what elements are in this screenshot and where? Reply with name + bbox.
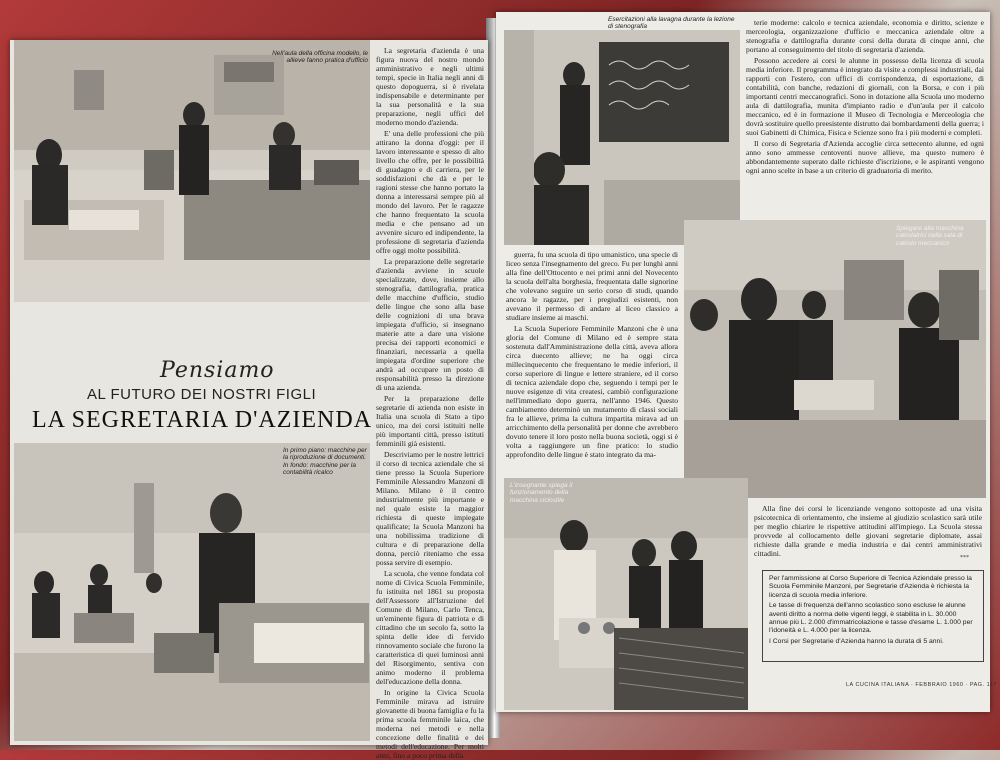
left-text-column — [376, 46, 484, 760]
paragraph: La scuola, che venne fondata col nome di Civica Scuola Femminile, fu istituita nel 1861 su proposta dell'Assessore all'Istruzione del Comune di Milano, Carlo Tenca, un'eminente figura di patriota e di cittadino che un secolo fa, sotto la spinta delle idee di fervido rinnovamento sociale che furono la caratteristica di quei luminosi anni del Risorgimento, sentiva con animo moderno il problema dell'educazione della donna. — [376, 569, 484, 686]
paragraph: guerra, fu una scuola di tipo umanistico, una specie di liceo senza l'insegnamento del greco. Fu per lunghi anni alla fine dell'Ottocento e nei primi anni del Novecento la scuola dell'alta borghesia, frequentata dalle signorine che volevano seguire un serio corso di studi, quando ancora le ragazze, per i pregiudizi esistenti, non avevano il permesso di andare al liceo classico a studiare insieme ai maschi. — [506, 250, 678, 322]
page-footer: LA CUCINA ITALIANA · FEBBRAIO 1960 · PAG. 117 — [846, 682, 997, 688]
left-page — [10, 40, 488, 760]
photo-caption-machines: Spiegare alla macchina calcolatrici nella sala di calcolo meccanico — [896, 225, 964, 247]
admission-info-box — [762, 570, 984, 662]
article-headline: LA SEGRETARIA D'AZIENDA — [32, 407, 373, 433]
pensiamo-script: Pensiamo — [160, 358, 275, 383]
paragraph: E' una delle professioni che più attirano la donna d'oggi: per il lavoro interessante e spesso di alto livello che offre, per le possibilità di guadagno e di carriera, per le soddisfazioni che dà e per le ragioni stesse che hanno portato la donna a interessarsi sempre più al mondo del lavoro. Per le ragazze che hanno frequentato la scuola media e che pensano ad un avvenire sicuro ed indipendente, la professione di segretaria d'azienda offre oggi molte possibilità. — [376, 129, 484, 255]
blackboard-lesson-photo — [504, 30, 740, 245]
photo-caption-mimeograph: L'insegnante spiega il funzionamento della macchina ciclostile — [510, 482, 573, 504]
section-stars: *** — [960, 555, 969, 561]
info-paragraph: Le tasse di frequenza dell'anno scolastico sono escluse le alunne aventi diritto a norma delle vigenti leggi, è stabilita in L. 30.000 annue più L. 2.000 d'immatricolazione e tasse d'esame L. 1.000 per l'idoneità e L. 4.000 per la licenza. — [769, 602, 973, 635]
photo-caption-bottom: In primo piano: macchine per la riproduzione di documenti. In fondo: macchine per la contabilità ricalco — [283, 447, 367, 477]
article-subtitle: AL FUTURO DEI NOSTRI FIGLI — [87, 386, 317, 403]
photo-caption-top: Nell'aula della officina modello, le allieve fanno pratica d'ufficio — [272, 50, 368, 65]
paragraph: Per la preparazione delle segretarie di azienda non esiste in Italia una scuola di Stato a tipo unico, ma dei corsi istituiti nelle più importanti città, presso istituti femminili già esistenti. — [376, 394, 484, 448]
closing-paragraph-block — [754, 504, 982, 564]
info-paragraph: Per l'ammissione al Corso Superiore di Tecnica Aziendale presso la Scuola Femminile Manzoni, per Segretarie d'Azienda è richiesta la licenza di scuola media inferiore. — [769, 575, 972, 599]
paragraph: Il corso di Segretaria d'Azienda accoglie circa settecento alunne, ed ogni anno sono ammesse centoventi nuove allieve, ma questo numero è abbondantemente superato dalle richieste d'iscrizione, e le aspiranti vengono ogni anno scelte in base a un criterio di graduatoria di merito. — [746, 139, 984, 175]
paragraph: Possono accedere ai corsi le alunne in possesso della licenza di scuola media inferiore. Il programma è integrato da visite a complessi industriali, dai rapporti con l'estero, con uffici di corrispondenza, di esportazione, di contabilità, con banche, redazioni di giornali, con la Borsa, e con i più importanti centri meccanografici. Sono in dotazione alla Scuola uno moderno aula di dattilografia, munita d'impianto radio e d'un'aula per il calcolo meccanico, ed è in formazione il Museo di Tecnologia e Merceologia che dovrà sostituire quello preesistente distrutto dai bombardamenti della guerra; i suoi Gabinetti di Chimica, Fisica e Scienze sono fra i più moderni e completi. — [746, 56, 984, 137]
paragraph: Alla fine dei corsi le licenziande vengono sottoposte ad una visita psicotecnica di orientamento, che insieme al giudizio scolastico sarà utile per meglio chiarire le rispettive attitudini all'impiego. La Scuola stessa provvede al collocamento delle giovani segretarie diplomate, assai richieste dalla grande e media industria e dai centri amministrativi cittadini. — [754, 504, 982, 558]
paragraph: La segretaria d'azienda è una figura nuova del nostro mondo amministrativo e negli ultimi tempi, specie in Italia negli anni di questo dopoguerra, si è rivelata indispensabile e determinante per la sua personalità e la sua preparazione, negli uffici del moderno mondo d'azienda. — [376, 46, 484, 127]
right-text-column-b — [506, 250, 678, 472]
paragraph: terie moderne: calcolo e tecnica aziendale, economia e diritto, scienze e merceologia, organizzazione d'ufficio e meccanica aziendale oltre a stenografia e dattilografia durante corsi della durata di cinque anni, che portano al conseguimento del titolo di segretaria d'azienda. — [746, 18, 984, 54]
office-practice-photo — [14, 40, 370, 302]
photo-caption-blackboard: Esercitazioni alla lavagna durante la lezione di stenografia — [608, 16, 735, 31]
right-text-column-a — [746, 18, 984, 208]
paragraph: La preparazione delle segretarie d'azienda avviene in scuole specializzate, dove, insieme allo stenografia, dattilografia, pratica delle macchine d'ufficio, studio delle lingue che sono alla base delle cognizioni di una brava impiegata d'ufficio, si insegnano materie atte a dare una visione precisa dei rapporti economici e finanziari, necessaria a quella impiegata d'ordine superiore che andrà ad occupare un posto di responsabilità presso la direzione di una azienda. — [376, 257, 484, 392]
paragraph: In origine la Civica Scuola Femminile mirava ad istruire giovanette di buona famiglia e fu la prima scuola femminile laica, che moderna nei metodi e nella concezione delle finalità e dei metodi dell'educazione. Per molti anni, fino a poco prima della — [376, 688, 484, 760]
paragraph: La Scuola Superiore Femminile Manzoni che è una gloria del Comune di Milano ed è sempre stata sostenuta dall'Amministrazione della città, aveva allora circa duecento allieve; ne ha oggi circa millecinquecento che frequentano le medie inferiori, il corso superiore di lingue e lettere straniere, ed il corso di tecnica aziendale dopo che, seguendo i tempi per le nuove esigenze di vita createsi, cambiò configurazione nell'immediato dopo guerra, nell'anno 1946. Questo cambiamento determinò un mutamento di classi sociali fra le allieve, prima la cultura impartita mirava ad un arricchimento della personalità per donne che avrebbero dovuto tenere il loro posto nella buona società, oggi si è volta a raggiungere un fine pratico: lo studio approfondito delle lingue è stato integrato da ma- — [506, 324, 678, 459]
typing-class-photo — [14, 443, 370, 741]
info-paragraph: I Corsi per Segretarie d'Azienda hanno la durata di 5 anni. — [769, 637, 944, 645]
calculating-machines-photo — [684, 220, 986, 498]
paragraph: Descriviamo per le nostre lettrici il corso di tecnica aziendale che si tiene presso la Scuola Superiore Femminile Alessandro Manzoni di Milano. Milano è il centro industrialmente più importante e nel quale esiste la maggior richiesta di queste impiegate qualificate; la Scuola Manzoni ha una nobilissima tradizione di cultura e di preparazione della donna, perciò riteniamo che essa possa servire di esempio. — [376, 450, 484, 567]
mimeograph-lesson-photo — [504, 478, 748, 710]
